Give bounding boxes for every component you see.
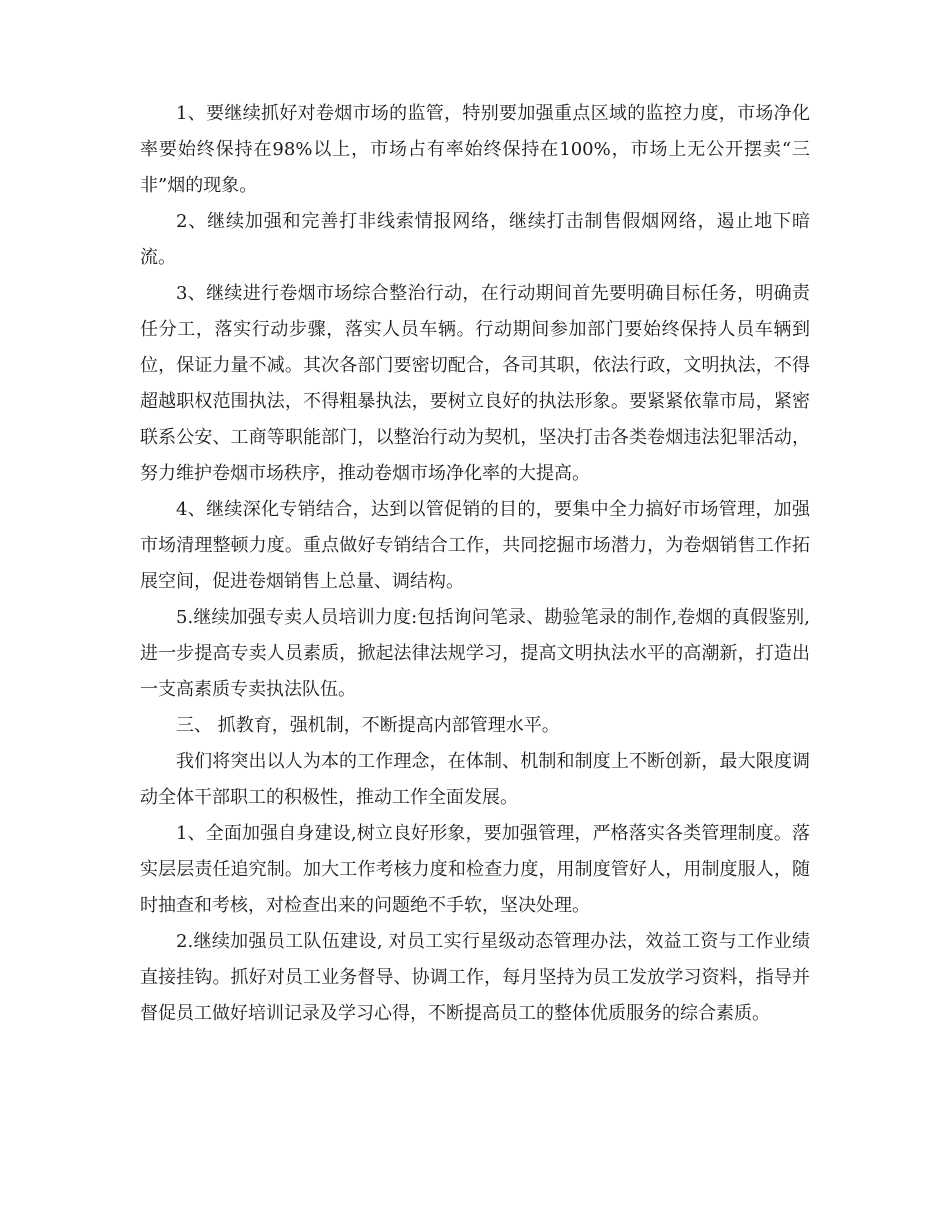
paragraph-6: 我们将突出以人为本的工作理念，在体制、机制和制度上不断创新，最大限度调动全体干部职工的积极性，推动工作全面发展。 [140,751,810,808]
paragraph-3: 3、继续进行卷烟市场综合整治行动，在行动期间首先要明确目标任务，明确责任分工，落实行动步骤，落实人员车辆。行动期间参加部门要始终保持人员车辆到位，保证力量不减。其次各部门要密切配合，各司其职，依法行政，文明执法，不得超越职权范围执法，不得粗暴执法，要树立良好的执法形象。要紧紧依靠市局，紧密联系公安、工商等职能部门，以整治行动为契机，坚决打击各类卷烟违法犯罪活动，努力维护卷烟市场秩序，推动卷烟市场净化率的大提高。 [140,283,810,484]
paragraph-7: 1、全面加强自身建设,树立良好形象，要加强管理，严格落实各类管理制度。落实层层责任追究制。加大工作考核力度和检查力度，用制度管好人，用制度服人，随时抽查和考核，对检查出来的问题绝不手软，坚决处理。 [140,823,810,916]
document-body [140,96,810,1032]
paragraph-5: 5.继续加强专卖人员培训力度:包括询问笔录、勘验笔录的制作,卷烟的真假鉴别,进一步提高专卖人员素质，掀起法律法规学习，提高文明执法水平的高潮新，打造出一支高素质专卖执法队伍。 [140,607,810,700]
paragraph-1: 1、要继续抓好对卷烟市场的监管，特别要加强重点区域的监控力度，市场净化率要始终保持在98%以上，市场占有率始终保持在100%，市场上无公开摆卖“三非”烟的现象。 [140,103,810,196]
paragraph-2: 2、继续加强和完善打非线索情报网络，继续打击制售假烟网络，遏止地下暗流。 [140,211,810,268]
section-heading: 三、 抓教育，强机制，不断提高内部管理水平。 [176,715,560,736]
paragraph-8: 2.继续加强员工队伍建设, 对员工实行星级动态管理办法，效益工资与工作业绩直接挂钩。抓好对员工业务督导、协调工作，每月坚持为员工发放学习资料，指导并督促员工做好培训记录及学习心得，不断提高员工的整体优质服务的综合素质。 [140,931,810,1024]
paragraph-4: 4、继续深化专销结合，达到以管促销的目的，要集中全力搞好市场管理，加强市场清理整顿力度。重点做好专销结合工作，共同挖掘市场潜力，为卷烟销售工作拓展空间，促进卷烟销售上总量、调结构。 [140,499,810,592]
